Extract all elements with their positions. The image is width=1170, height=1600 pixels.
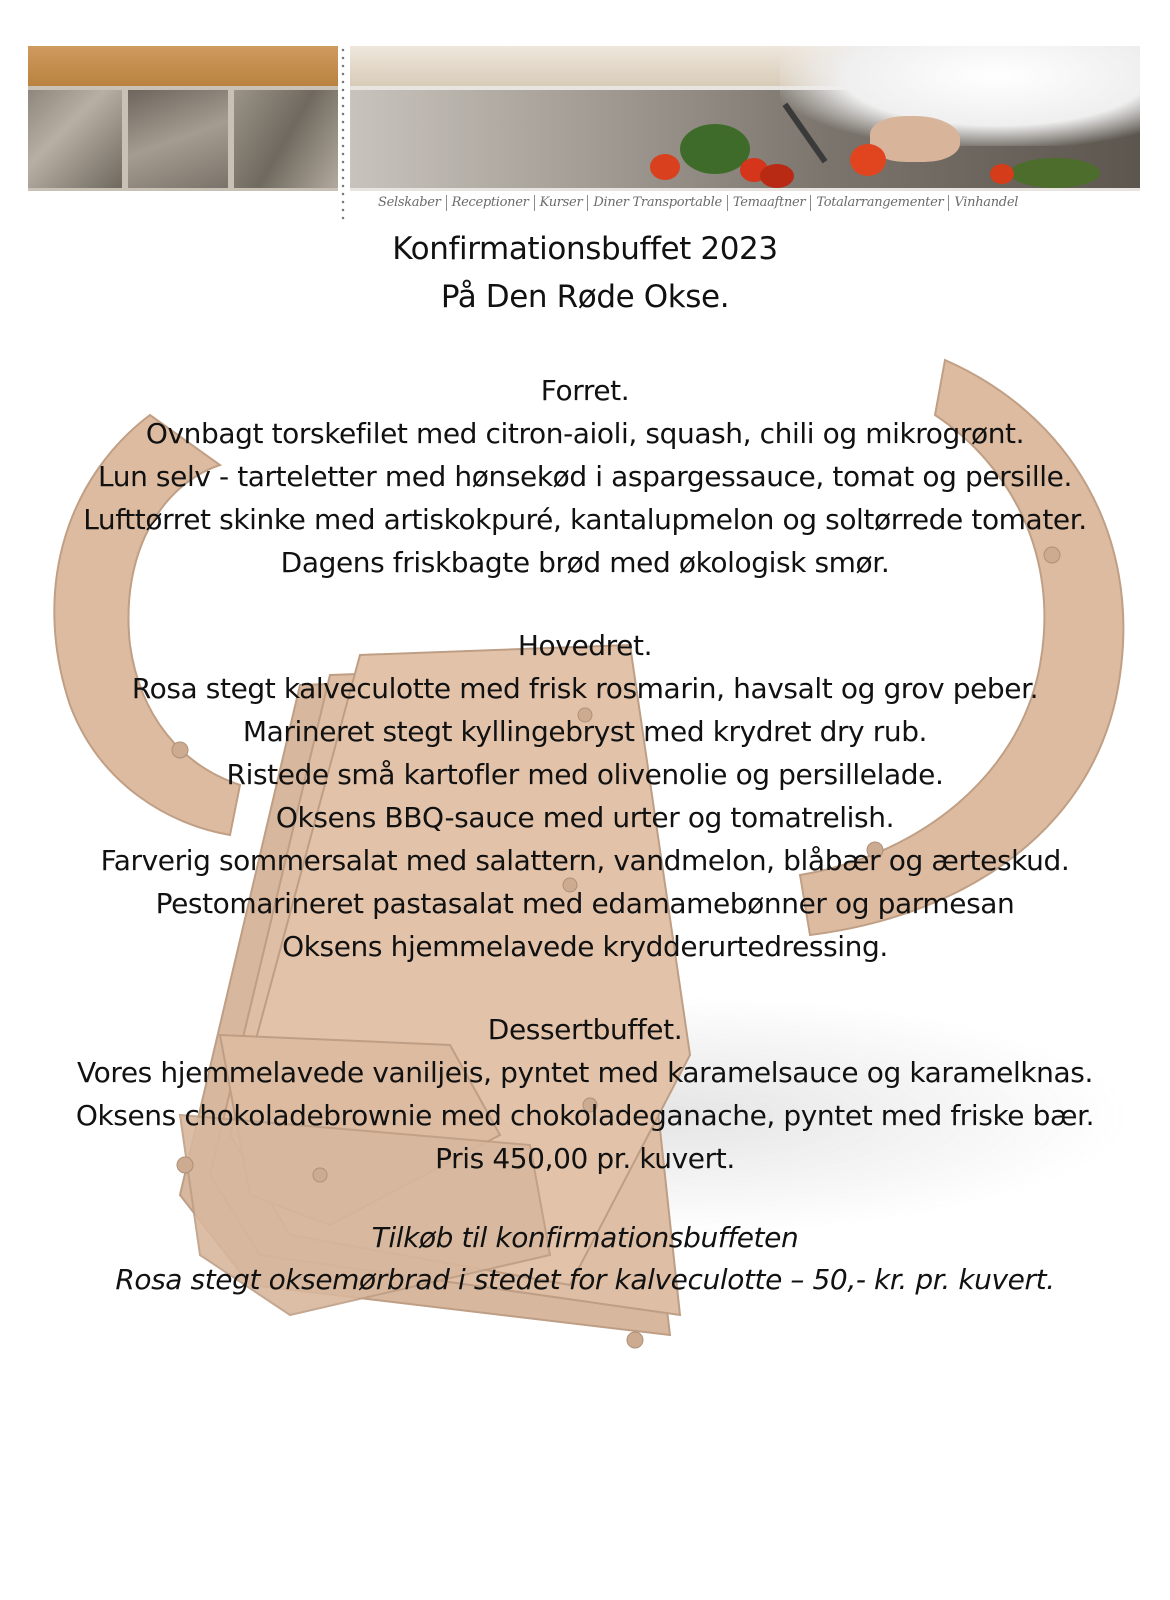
dessert-heading: Dessertbuffet. [487, 1013, 683, 1046]
nav-item-totalarrangementer[interactable]: Totalarrangementer [811, 195, 949, 211]
nav-item-kurser[interactable]: Kurser [535, 195, 589, 211]
addon-text: Rosa stegt oksemørbrad i stedet for kalveculotte – 50,- kr. pr. kuvert. [115, 1263, 1055, 1296]
starter-item: Lun selv - tarteletter med hønsekød i aspargessauce, tomat og persille. [98, 460, 1072, 493]
nav-item-temaaftner[interactable]: Temaaftner [728, 195, 812, 211]
nav-item-selskaber[interactable]: Selskaber [373, 195, 447, 211]
header-banner [28, 46, 1140, 224]
menu-title: Konfirmationsbuffet 2023 [392, 231, 778, 267]
main-item: Rosa stegt kalveculotte med frisk rosmarin, havsalt og grov peber. [131, 672, 1039, 705]
addon-heading: Tilkøb til konfirmationsbuffeten [371, 1221, 799, 1254]
starter-item: Ovnbagt torskefilet med citron-aioli, squash, chili og mikrogrønt. [145, 417, 1025, 450]
menu-content [0, 225, 1170, 1301]
main-item: Oksens BBQ-sauce med urter og tomatrelish. [275, 801, 895, 834]
starter-item: Lufttørret skinke med artiskokpuré, kantalupmelon og soltørrede tomater. [83, 503, 1087, 536]
dessert-item: Oksens chokoladebrownie med chokoladeganache, pyntet med friske bær. [75, 1099, 1095, 1132]
main-item: Oksens hjemmelavede krydderurtedressing. [282, 930, 888, 963]
nav-item-vinhandel[interactable]: Vinhandel [954, 195, 1019, 210]
main-item: Marineret stegt kyllingebryst med krydret dry rub. [242, 715, 928, 748]
glassware-photo [128, 90, 228, 188]
banner-dining-photos [28, 46, 338, 191]
table-setting-photo [234, 90, 338, 188]
starter-item: Dagens friskbagte brød med økologisk smør. [280, 546, 890, 579]
dining-room-photo [28, 90, 122, 188]
starter-heading: Forret. [540, 374, 630, 407]
banner-divider [340, 46, 346, 224]
nav-item-receptioner[interactable]: Receptioner [447, 195, 535, 211]
main-item: Pestomarineret pastasalat med edamamebønner og parmesan [155, 887, 1015, 920]
price-line: Pris 450,00 pr. kuvert. [435, 1142, 735, 1175]
nav-item-diner-transportable[interactable]: Diner Transportable [588, 195, 727, 211]
banner-chef-photo [350, 46, 1140, 191]
main-item: Ristede små kartofler med olivenolie og persillelade. [226, 758, 944, 791]
dessert-item: Vores hjemmelavede vaniljeis, pyntet med karamelsauce og karamelknas. [77, 1056, 1093, 1089]
main-item: Farverig sommersalat med salattern, vandmelon, blåbær og ærteskud. [100, 844, 1070, 877]
menu-subtitle: På Den Røde Okse. [440, 279, 730, 315]
banner-nav [373, 192, 1023, 214]
main-heading: Hovedret. [517, 629, 653, 662]
